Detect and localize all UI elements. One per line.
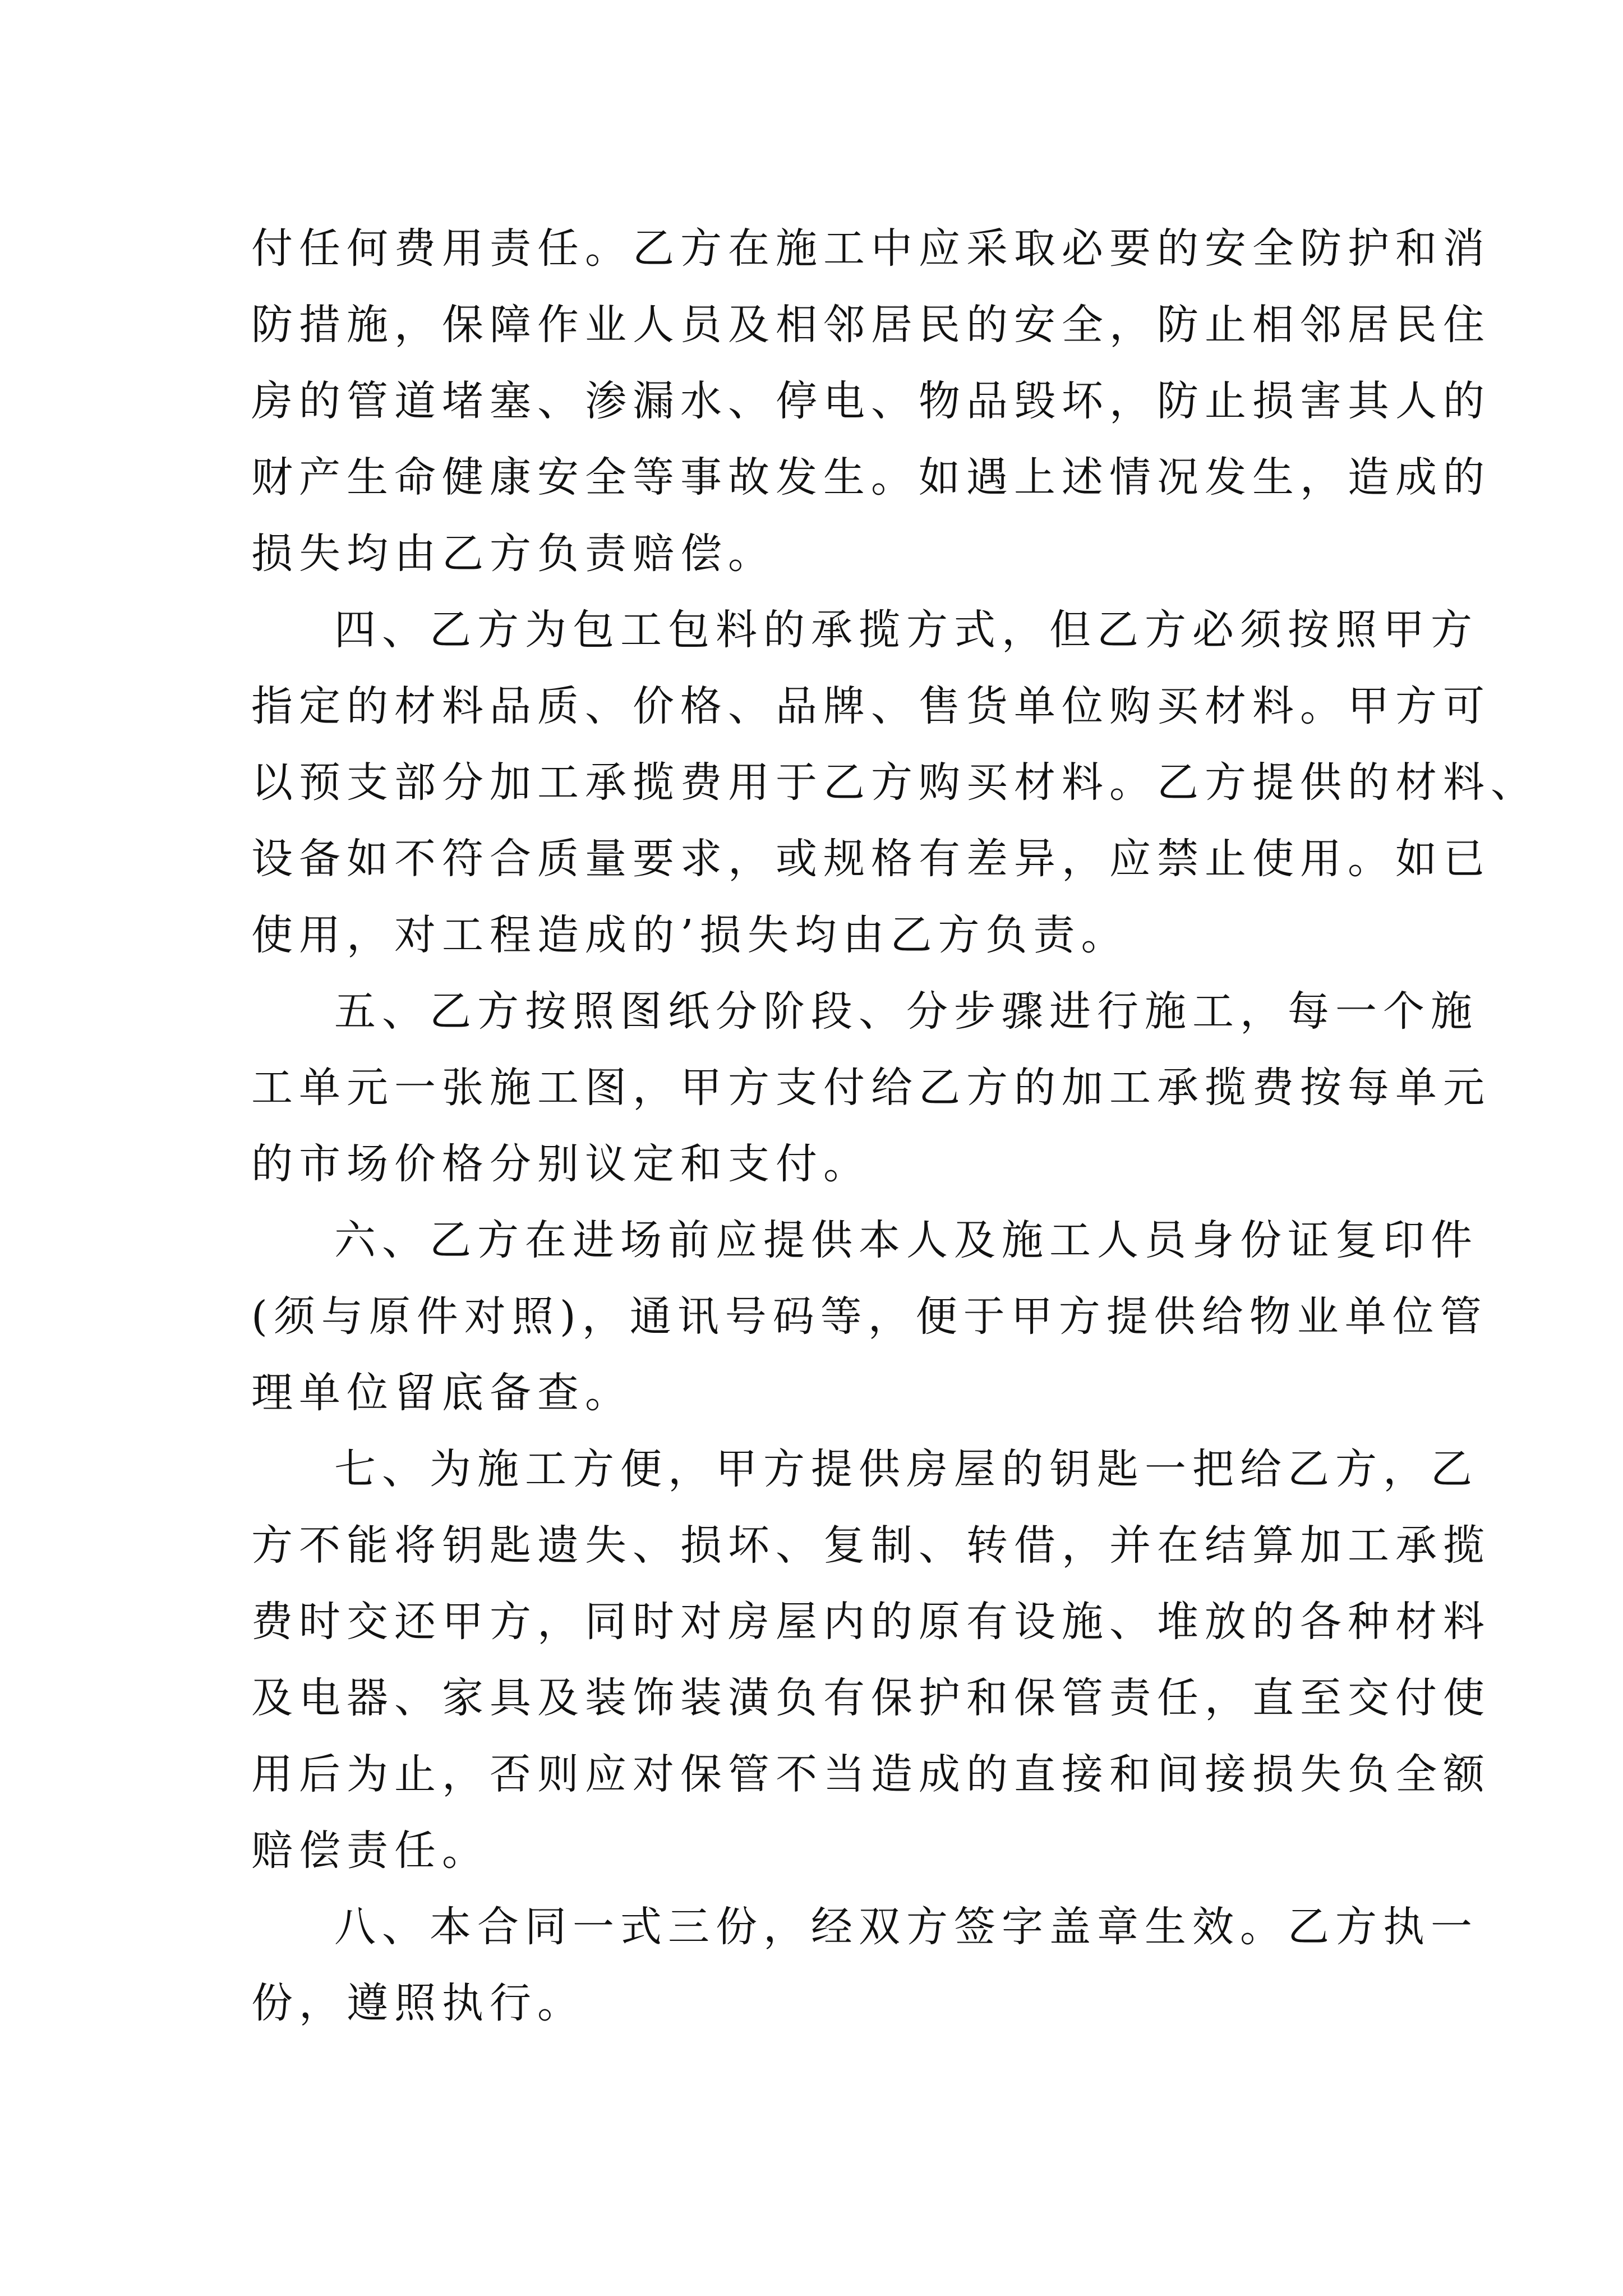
body-line: 防措施，保障作业人员及相邻居民的安全，防止相邻居民住 [251,301,1491,349]
body-line: 房的管道堵塞、渗漏水、停电、物品毁坏，防止损害其人的 [251,377,1491,425]
clause-six-line: 六、乙方在进场前应提供本人及施工人员身份证复印件 [334,1216,1478,1264]
body-line: (须与原件对照)，通讯号码等，便于甲方提供给物业单位管 [251,1292,1488,1341]
body-line: 设备如不符合质量要求，或规格有差异，应禁止使用。如已 [251,835,1491,883]
body-line: 付任何费用责任。乙方在施工中应采取必要的安全防护和消 [251,224,1491,273]
body-line: 损失均由乙方负责赔偿。 [251,530,776,578]
body-line: 及电器、家具及装饰装潢负有保护和保管责任，直至交付使 [251,1674,1491,1722]
body-line: 指定的材料品质、价格、品牌、售货单位购买材料。甲方可 [251,682,1491,730]
contract-body [251,210,1538,2041]
body-line: 的市场价格分别议定和支付。 [251,1140,871,1188]
clause-seven-line: 七、为施工方便，甲方提供房屋的钥匙一把给乙方，乙 [334,1445,1478,1493]
body-line: 用后为止，否则应对保管不当造成的直接和间接损失负全额 [251,1750,1491,1798]
clause-four-line: 四、乙方为包工包料的承揽方式，但乙方必须按照甲方 [334,606,1478,654]
body-line: 份，遵照执行。 [251,1979,585,2027]
body-line: 费时交还甲方，同时对房屋内的原有设施、堆放的各种材料 [251,1598,1491,1646]
body-line: 工单元一张施工图，甲方支付给乙方的加工承揽费按每单元 [251,1064,1491,1112]
body-line: 赔偿责任。 [251,1826,490,1875]
body-line: 理单位留底备查。 [251,1369,633,1417]
body-line: 以预支部分加工承揽费用于乙方购买材料。乙方提供的材料、 [251,758,1538,807]
body-line: 使用，对工程造成的’损失均由乙方负责。 [251,911,1129,959]
body-line: 财产生命健康安全等事故发生。如遇上述情况发生，造成的 [251,453,1491,501]
clause-eight-line: 八、本合同一式三份，经双方签字盖章生效。乙方执一 [334,1903,1478,1951]
body-line: 方不能将钥匙遗失、损坏、复制、转借，并在结算加工承揽 [251,1521,1491,1570]
clause-five-line: 五、乙方按照图纸分阶段、分步骤进行施工，每一个施 [334,987,1478,1036]
